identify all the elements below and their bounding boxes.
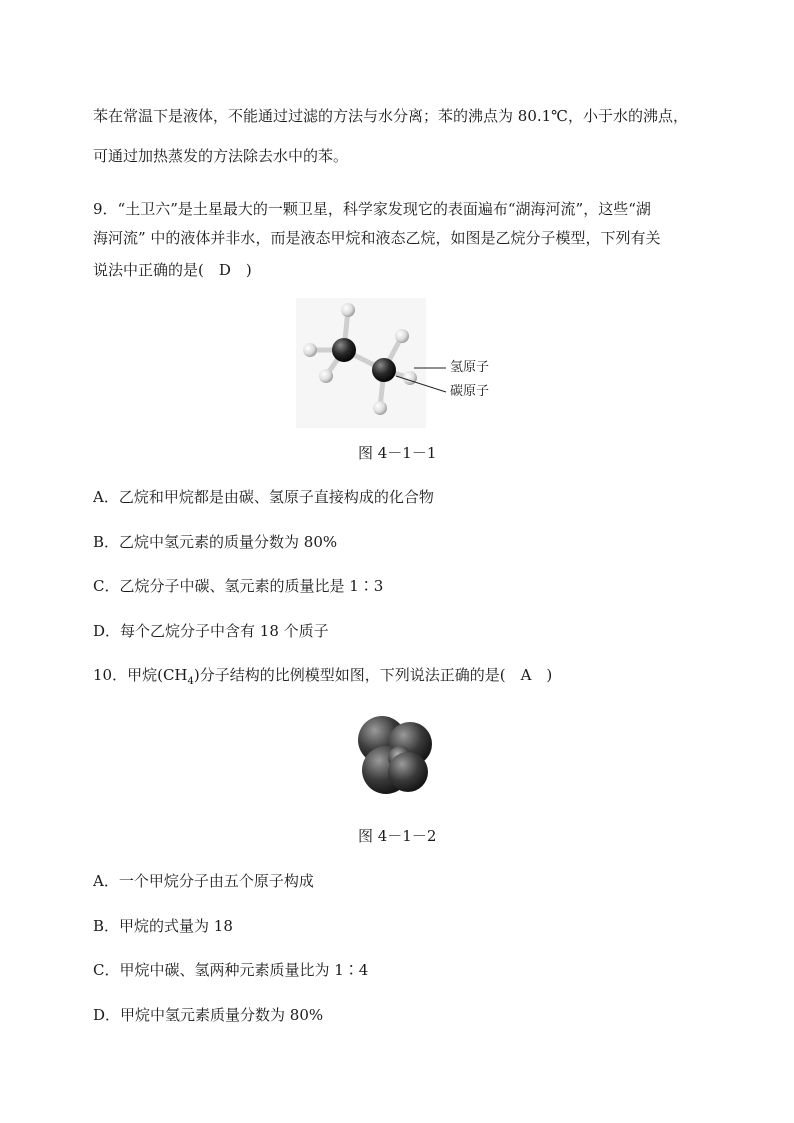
carbon-atom [372,358,396,382]
q10-stem-suffix: )分子结构的比例模型如图，下列说法正确的是( A ) [193,666,553,684]
q10-option-d: D．甲烷中氢元素质量分数为 80% [93,1006,324,1024]
q9-option-d: D．每个乙烷分子中含有 18 个质子 [93,622,329,640]
q9-option-a: A．乙烷和甲烷都是由碳、氢原子直接构成的化合物 [93,488,434,506]
q9-option-c: C．乙烷分子中碳、氢元素的质量比是 1∶3 [93,577,384,595]
hydrogen-atom-label: 氢原子 [450,360,490,375]
q10-option-c: C．甲烷中碳、氢两种元素质量比为 1∶4 [93,961,369,979]
q10-stem-prefix: 10．甲烷(CH [93,666,188,684]
explanation-line-2: 可通过加热蒸发的方法除去水中的苯。 [93,147,349,165]
q10-option-a: A．一个甲烷分子由五个原子构成 [93,872,314,890]
q9-stem-line-1: 9．“土卫六”是土星最大的一颗卫星，科学家发现它的表面遍布“湖海河流”，这些“湖 [93,200,651,218]
hydrogen-atom [319,369,333,383]
hydrogen-atom [395,329,409,343]
methane-atom [388,752,428,792]
q10-stem-subscript: 4 [187,676,194,687]
hydrogen-atom [373,401,387,415]
hydrogen-atom [341,303,355,317]
q9-option-b: B．乙烷中氢元素的质量分数为 80% [93,533,338,551]
q9-stem-line-2: 海河流” 中的液体并非水，而是液态甲烷和液态乙烷，如图是乙烷分子模型，下列有关 [93,229,661,247]
q10-stem [93,665,552,692]
ethane-molecule-figure [296,298,426,428]
hydrogen-atom [303,343,317,357]
explanation-line-1: 苯在常温下是液体，不能通过过滤的方法与水分离；苯的沸点为 80.1℃，小于水的沸点， [93,107,688,125]
q9-stem-line-3: 说法中正确的是( D ) [93,261,252,279]
carbon-atom [332,338,356,362]
figure-caption-4-1-1: 图 4－1－1 [358,444,437,462]
q10-option-b: B．甲烷的式量为 18 [93,917,233,935]
hydrogen-atom [403,371,417,385]
figure-caption-4-1-2: 图 4－1－2 [358,827,437,845]
carbon-atom-label: 碳原子 [450,384,490,399]
methane-space-filling-figure [352,708,442,798]
